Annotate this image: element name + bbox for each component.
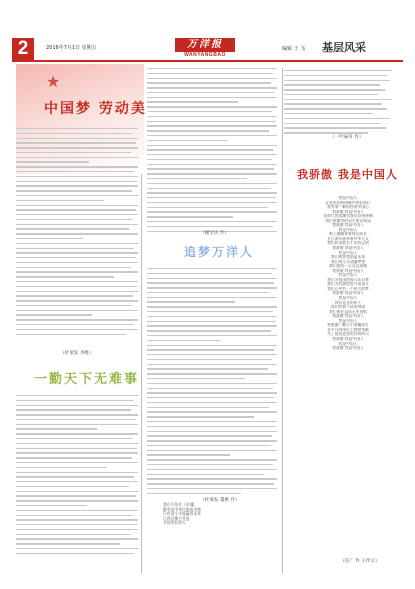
poem-line: 我们用勤劳的双手建设家园 bbox=[325, 218, 371, 223]
poem-line: 我是中国人 bbox=[338, 273, 358, 278]
poem-line: 我们为民族的复兴而奋斗 bbox=[327, 282, 369, 287]
poem-line: 我们传承着五千年的文明 bbox=[327, 241, 369, 246]
poem-line: 我们心中有一个伟大的梦 bbox=[327, 286, 369, 291]
poem-line: 我骄傲 我是中国人 bbox=[332, 246, 364, 251]
poem-line: 我们是龙的传人 bbox=[334, 300, 362, 305]
header-rule bbox=[12, 60, 403, 62]
poem-line: 黄土地哺育着我们成长 bbox=[329, 232, 367, 237]
poem-line: 我有着一颗炽热的中国心 bbox=[327, 205, 369, 210]
page-number: 2 bbox=[12, 38, 34, 60]
poem-line: 我是中国人 bbox=[338, 250, 358, 255]
masthead-subtitle: WANYANGBAO bbox=[184, 52, 226, 58]
poem-line: 在时代的浪潮里我们奋勇拼搏 bbox=[323, 214, 373, 219]
article-body bbox=[16, 395, 138, 570]
star-icon: ★ bbox=[46, 72, 61, 91]
poem-line: 我们勇往直前无所畏惧 bbox=[329, 309, 367, 314]
article-byline: （一叶扁舟 作） bbox=[330, 135, 364, 140]
verse-line: 只有奋斗才能赢得未来 bbox=[163, 511, 201, 517]
poem-line: 我骄傲 我是中国人 bbox=[332, 291, 364, 296]
poem-line: 我愿做一颗小小的螺丝钉 bbox=[327, 323, 369, 328]
masthead bbox=[175, 38, 235, 59]
article-body bbox=[147, 268, 277, 498]
poem-line: 为了祖国更加美好的明天 bbox=[327, 332, 369, 337]
poem-line: 我骄傲 我是中国人 bbox=[332, 346, 364, 351]
article-title: 中国梦 劳动美 bbox=[44, 101, 147, 117]
article-byline: （杜承发 李维） bbox=[60, 351, 94, 356]
verse-line: 共创美好明天 bbox=[163, 520, 186, 526]
poem-line: 我骄傲 我是中国人 bbox=[332, 336, 364, 341]
poem-line: 我骄傲 我是中国人 bbox=[332, 209, 364, 214]
article-body bbox=[16, 128, 138, 348]
article-byline: （谢宝庆 作） bbox=[200, 231, 230, 236]
article-title: 一勤天下无难事 bbox=[34, 372, 140, 387]
poem-line: 我是中国人 bbox=[338, 196, 358, 200]
article-byline: （杜承发 董惠 作） bbox=[200, 498, 240, 503]
article-title: 我骄傲 我是中国人 bbox=[297, 168, 398, 181]
verse-box bbox=[163, 503, 281, 526]
poem-line: 我们团结一心众志成城 bbox=[329, 264, 367, 269]
poem-line: 我是中国人 bbox=[338, 341, 358, 346]
article-byline: （任广 作 王作宗） bbox=[340, 559, 380, 564]
poem-line: 我们为祖国的强大而自豪 bbox=[327, 277, 369, 282]
poem-line: 长江黄河滋养着中华儿女 bbox=[327, 236, 369, 241]
poem-line: 我们有着不屈的脊梁 bbox=[330, 305, 366, 310]
verse-line: 我们不怕苦 不怕累 bbox=[163, 502, 195, 507]
poem-line: 我骄傲 我是中国人 bbox=[332, 223, 364, 228]
column-divider bbox=[282, 68, 283, 573]
poem-line: 我是中国人 bbox=[338, 296, 358, 301]
poem-line: 在平凡的岗位上默默奉献 bbox=[327, 327, 369, 332]
poem-line: 我骄傲 我是中国人 bbox=[332, 268, 364, 273]
verse-line: 勤劳是中华民族的美德 bbox=[163, 506, 201, 512]
poem-line: 我们用智慧创造未来 bbox=[330, 255, 366, 260]
poem-line: 在党的光辉照耀中我们前行 bbox=[325, 200, 371, 205]
poem-line: 我们用汗水浇灌梦想 bbox=[330, 259, 366, 264]
section-name: 基层风采 bbox=[322, 41, 366, 54]
poem-line: 我骄傲 我是中国人 bbox=[332, 314, 364, 319]
right-column-intro bbox=[284, 70, 404, 137]
editor-credit: 编辑 王 飞 bbox=[282, 46, 306, 52]
article-body bbox=[147, 68, 277, 238]
poem-body bbox=[292, 196, 404, 351]
masthead-title: 万洋报 bbox=[175, 38, 235, 52]
page-header bbox=[0, 0, 415, 60]
article-title: 追梦万洋人 bbox=[184, 245, 255, 259]
issue-date: 2016年7月1日 星期五 bbox=[46, 45, 97, 51]
verse-line: 让我们携手并进 bbox=[163, 515, 190, 521]
poem-line: 我是中国人 bbox=[338, 318, 358, 323]
poem-line: 我是中国人 bbox=[338, 227, 358, 232]
